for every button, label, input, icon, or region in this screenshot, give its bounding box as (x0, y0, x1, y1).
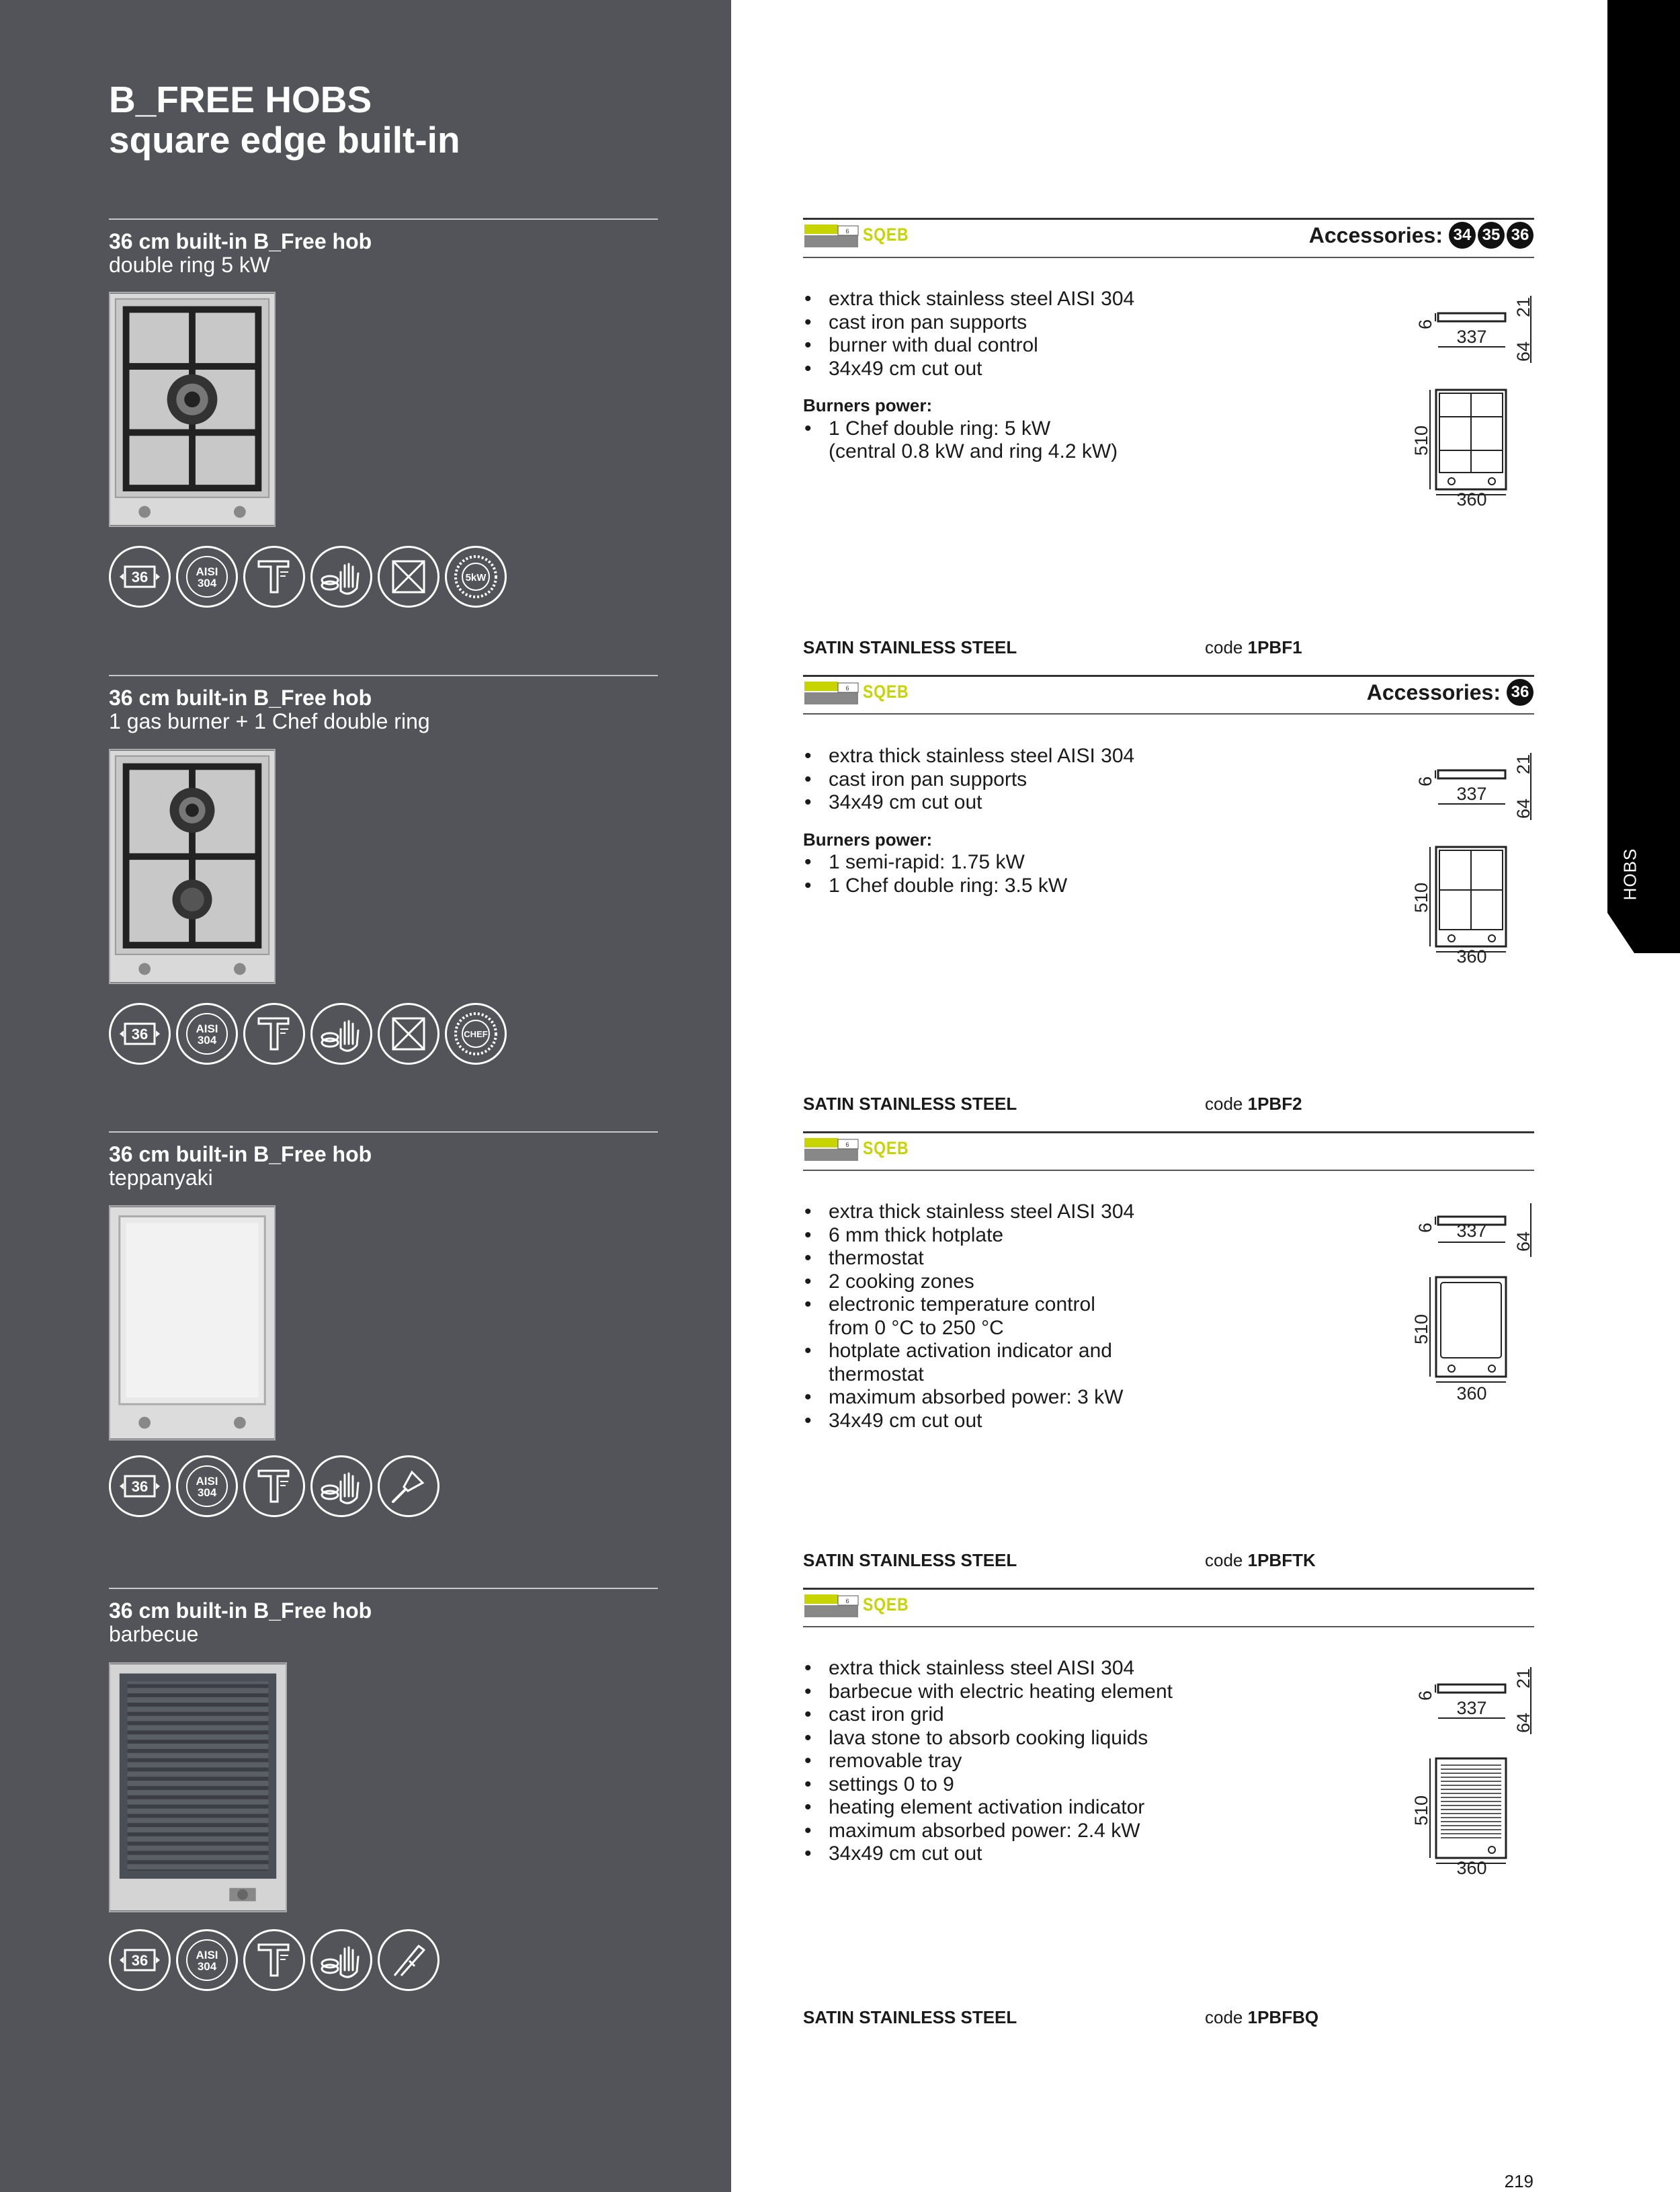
product-code: code 1PBFTK (1205, 1550, 1316, 1570)
list-item: • 34x49 cm cut out (803, 791, 1134, 815)
svg-text:510: 510 (1411, 1795, 1431, 1826)
section-rule (803, 1170, 1534, 1171)
aisi-304-icon (176, 1929, 238, 1991)
svg-text:6: 6 (1415, 319, 1435, 329)
product-divider (109, 218, 658, 220)
list-item: • hotplate activation indicator and thermostat (803, 1340, 1134, 1386)
svg-text:6: 6 (845, 1141, 849, 1148)
feature-icons (109, 546, 507, 613)
dimension-drawing (1398, 746, 1546, 975)
list-item: • barbecue with electric heating element (803, 1680, 1173, 1704)
section-rule (803, 1131, 1534, 1133)
section-rule (803, 257, 1534, 258)
list-item: • 34x49 cm cut out (803, 358, 1134, 381)
burners-note: (central 0.8 kW and ring 4.2 kW) (829, 440, 1118, 462)
list-item: • 34x49 cm cut out (803, 1842, 1173, 1866)
5kw-burner-icon (445, 546, 507, 608)
page-number: 219 (1504, 2171, 1534, 2191)
aisi-304-icon (176, 546, 238, 608)
aisi-304-icon (176, 1455, 238, 1517)
svg-text:360: 360 (1456, 946, 1487, 967)
easy-clean-hand-icon (310, 546, 372, 608)
crossed-box-icon (378, 1003, 439, 1065)
dimension-drawing (1398, 1660, 1546, 1889)
list-item: • lava stone to absorb cooking liquids (803, 1727, 1173, 1750)
list-item: • burner with dual control (803, 334, 1134, 358)
finish-label: SATIN STAINLESS STEEL (803, 2007, 1017, 2027)
svg-text:64: 64 (1513, 798, 1534, 819)
svg-text:5kW: 5kW (465, 572, 487, 583)
page-title-line2: square edge built-in (109, 119, 460, 161)
svg-text:304: 304 (197, 577, 217, 590)
svg-text:64: 64 (1513, 341, 1534, 362)
width-36-icon (109, 546, 171, 608)
svg-text:304: 304 (197, 1034, 217, 1047)
section-rule (803, 218, 1534, 220)
dimension-drawing (1398, 289, 1546, 518)
product-photo-double-ring (109, 292, 276, 527)
feature-icons (109, 1003, 507, 1070)
list-item: • 1 Chef double ring: 5 kW (803, 417, 1134, 441)
svg-text:36: 36 (131, 1952, 149, 1969)
crossed-box-icon (378, 546, 439, 608)
caliper-icon (243, 1929, 305, 1991)
svg-text:AISI: AISI (196, 1475, 218, 1488)
section-rule (803, 713, 1534, 715)
product-code: code 1PBFBQ (1205, 2007, 1319, 2027)
product-photo-gas-chef (109, 749, 276, 984)
section-rule (803, 1588, 1534, 1590)
list-item: • extra thick stainless steel AISI 304 (803, 1657, 1173, 1680)
svg-text:6: 6 (845, 1598, 849, 1605)
accessories: Accessories: 34 35 36 (1309, 222, 1534, 249)
accessories: Accessories: 36 (1367, 679, 1534, 706)
burners-heading: Burners power: (803, 829, 933, 850)
svg-text:510: 510 (1411, 425, 1431, 456)
page-title-line1: B_FREE HOBS (109, 79, 372, 120)
caliper-icon (243, 546, 305, 608)
svg-text:AISI: AISI (196, 1022, 218, 1035)
list-item: • heating element activation indicator (803, 1796, 1173, 1820)
svg-text:360: 360 (1456, 489, 1487, 510)
series-badge: SQEB (863, 225, 909, 245)
easy-clean-hand-icon (310, 1003, 372, 1065)
sqeb-series-icon (803, 1592, 870, 1620)
product-code: code 1PBF1 (1205, 637, 1302, 657)
feature-icons (109, 1929, 439, 1996)
product-title: 36 cm built-in B_Free hob barbecue (109, 1598, 372, 1646)
list-item: • 2 cooking zones (803, 1270, 1134, 1294)
caliper-icon (243, 1003, 305, 1065)
product-photo-teppanyaki (109, 1205, 276, 1440)
feature-list (803, 745, 1134, 897)
side-tab (1607, 0, 1680, 953)
svg-text:21: 21 (1513, 296, 1534, 317)
chef-burner-icon (445, 1003, 507, 1065)
width-36-icon (109, 1003, 171, 1065)
list-item: • extra thick stainless steel AISI 304 (803, 288, 1134, 311)
easy-clean-hand-icon (310, 1455, 372, 1517)
product-photo-barbecue (109, 1662, 287, 1912)
feature-list (803, 1657, 1173, 1866)
svg-text:36: 36 (131, 1478, 149, 1495)
svg-text:6: 6 (1415, 776, 1435, 786)
svg-text:337: 337 (1456, 784, 1487, 804)
feature-list (803, 288, 1134, 464)
list-item: • extra thick stainless steel AISI 304 (803, 1201, 1134, 1224)
svg-text:6: 6 (845, 228, 849, 235)
list-item: • electronic temperature control from 0 °C to 250 °C (803, 1293, 1134, 1340)
svg-text:510: 510 (1411, 882, 1431, 913)
svg-text:36: 36 (131, 569, 149, 585)
svg-text:6: 6 (1415, 1690, 1435, 1701)
feature-list (803, 1201, 1134, 1432)
svg-text:6: 6 (845, 685, 849, 692)
svg-text:AISI: AISI (196, 1949, 218, 1961)
width-36-icon (109, 1455, 171, 1517)
svg-text:337: 337 (1456, 327, 1487, 347)
product-divider (109, 675, 658, 676)
product-title: 36 cm built-in B_Free hob teppanyaki (109, 1142, 372, 1190)
accessory-badge: 34 (1449, 222, 1476, 249)
tongs-icon (378, 1929, 439, 1991)
list-item: • 6 mm thick hotplate (803, 1224, 1134, 1248)
series-badge: SQEB (863, 1594, 909, 1615)
list-item: • removable tray (803, 1750, 1173, 1773)
svg-text:21: 21 (1513, 1668, 1534, 1689)
width-36-icon (109, 1929, 171, 1991)
list-item: • cast iron pan supports (803, 768, 1134, 792)
list-item: • cast iron pan supports (803, 311, 1134, 335)
side-tab-label: HOBS (1620, 848, 1640, 900)
svg-text:337: 337 (1456, 1221, 1487, 1241)
page-title (109, 79, 460, 160)
svg-text:6: 6 (1415, 1222, 1435, 1233)
svg-text:64: 64 (1513, 1712, 1534, 1733)
list-item: • extra thick stainless steel AISI 304 (803, 745, 1134, 768)
spatula-icon (378, 1455, 439, 1517)
list-item: • cast iron grid (803, 1703, 1173, 1727)
finish-label: SATIN STAINLESS STEEL (803, 637, 1017, 657)
sqeb-series-icon (803, 679, 870, 707)
accessory-badge: 35 (1478, 222, 1505, 249)
list-item: • maximum absorbed power: 2.4 kW (803, 1820, 1173, 1843)
series-badge: SQEB (863, 1138, 909, 1158)
dimension-drawing (1398, 1203, 1546, 1418)
svg-text:21: 21 (1513, 754, 1534, 774)
list-item: • settings 0 to 9 (803, 1773, 1173, 1797)
svg-text:304: 304 (197, 1486, 217, 1499)
list-item: • maximum absorbed power: 3 kW (803, 1386, 1134, 1410)
section-rule (803, 1626, 1534, 1627)
sqeb-series-icon (803, 222, 870, 250)
svg-text:CHEF: CHEF (464, 1029, 488, 1039)
svg-text:360: 360 (1456, 1383, 1487, 1404)
svg-text:AISI: AISI (196, 565, 218, 578)
section-rule (803, 675, 1534, 677)
product-title: 36 cm built-in B_Free hob double ring 5 kW (109, 229, 372, 277)
sqeb-series-icon (803, 1135, 870, 1164)
list-item: • thermostat (803, 1247, 1134, 1270)
feature-icons (109, 1455, 439, 1523)
product-divider (109, 1131, 658, 1133)
product-code: code 1PBF2 (1205, 1094, 1302, 1114)
svg-text:36: 36 (131, 1026, 149, 1043)
list-item: • 1 Chef double ring: 3.5 kW (803, 875, 1134, 898)
svg-text:337: 337 (1456, 1698, 1487, 1718)
product-divider (109, 1588, 658, 1589)
svg-text:64: 64 (1513, 1231, 1534, 1252)
easy-clean-hand-icon (310, 1929, 372, 1991)
finish-label: SATIN STAINLESS STEEL (803, 1094, 1017, 1114)
svg-text:510: 510 (1411, 1313, 1431, 1344)
accessory-badge: 36 (1507, 222, 1534, 249)
caliper-icon (243, 1455, 305, 1517)
svg-text:360: 360 (1456, 1858, 1487, 1878)
accessory-badge: 36 (1507, 679, 1534, 706)
list-item: • 1 semi-rapid: 1.75 kW (803, 851, 1134, 875)
series-badge: SQEB (863, 682, 909, 702)
burners-heading: Burners power: (803, 395, 933, 415)
finish-label: SATIN STAINLESS STEEL (803, 1550, 1017, 1570)
aisi-304-icon (176, 1003, 238, 1065)
list-item: • 34x49 cm cut out (803, 1410, 1134, 1433)
product-title: 36 cm built-in B_Free hob 1 gas burner + 1 Chef double ring (109, 686, 430, 733)
svg-text:304: 304 (197, 1960, 217, 1973)
